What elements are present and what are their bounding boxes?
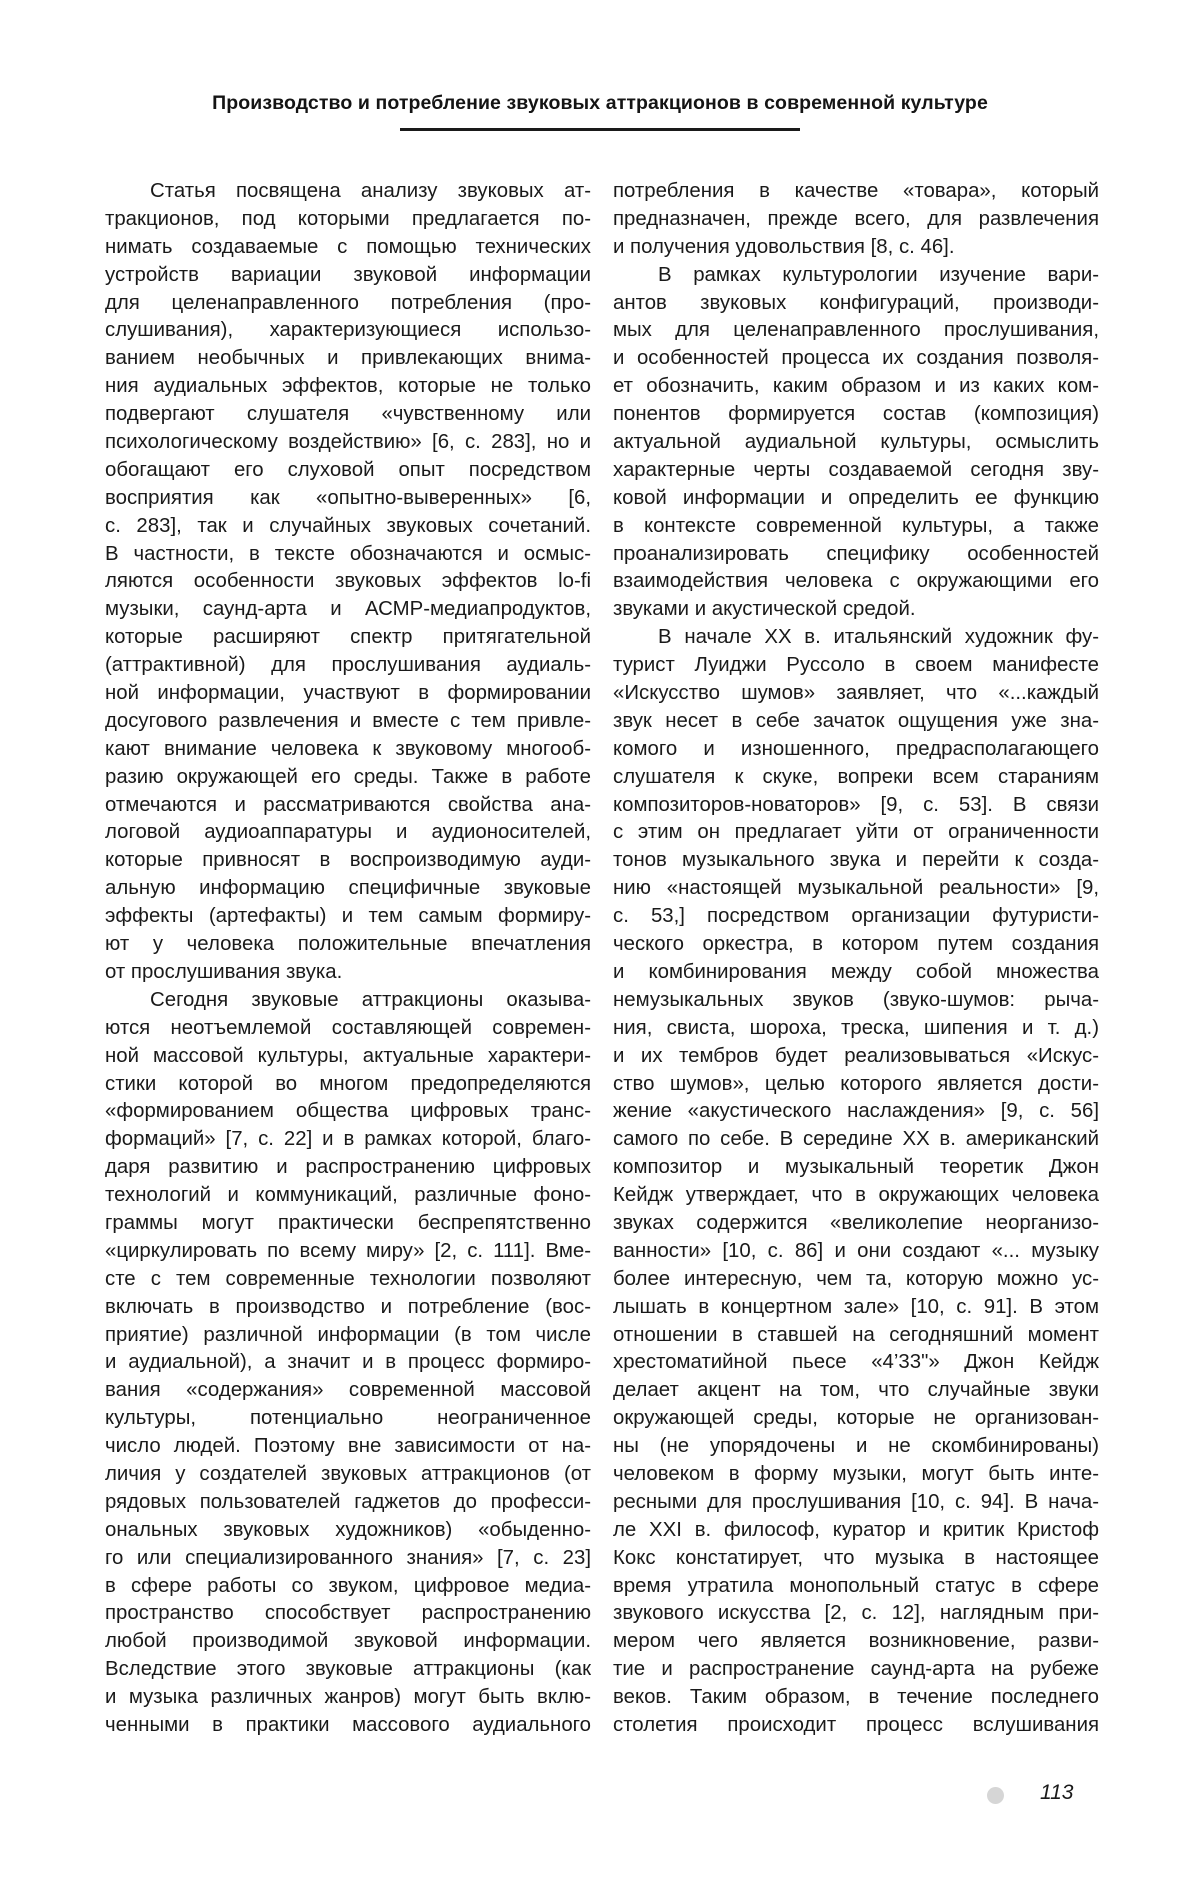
text-line: Статья посвящена анализу звуковых ат- xyxy=(150,180,591,202)
text-line: окружающей среды, которые не организован- xyxy=(613,1407,1099,1430)
text-line: делает акцент на том, что случайные звуки xyxy=(613,1379,1099,1402)
text-line: ны (не упорядочены и не скомбинированы) xyxy=(613,1435,1099,1458)
text-line: ния аудиальных эффектов, которые не только xyxy=(105,375,591,398)
text-line: В рамках культурологии изучение вари- xyxy=(658,263,1099,286)
text-line: мых для целенаправленного прослушивания, xyxy=(613,319,1099,342)
text-line: комого и изношенного, предрасполагающего xyxy=(613,737,1099,760)
text-line: подвергают слушателя «чувственному или xyxy=(105,403,591,426)
text-line: антов звуковых конфигураций, производи- xyxy=(613,291,1099,314)
text-line: отношении в ставшей на сегодняшний момент xyxy=(613,1323,1099,1346)
text-line: «Искусство шумов» заявляет, что «...каждый xyxy=(613,682,1099,705)
text-line: ональных звуковых художников) «обыденно- xyxy=(105,1518,591,1541)
text-line: и музыка различных жанров) могут быть вклю- xyxy=(105,1686,591,1709)
right-text-column xyxy=(613,178,1099,1740)
text-line: го или специализированного знания» [7, с. 23] xyxy=(105,1546,591,1569)
text-line: которые привносят в воспроизводимую ауди- xyxy=(105,849,591,872)
text-line: число людей. Поэтому вне зависимости от на- xyxy=(105,1435,591,1458)
text-line: композиторов-новаторов» [9, с. 53]. В связи xyxy=(613,793,1099,816)
text-line: потребления в качестве «товара», который xyxy=(613,180,1099,202)
text-line: нию «настоящей музыкальной реальности» [9, xyxy=(613,877,1099,900)
text-line: В частности, в тексте обозначаются и осмыс- xyxy=(105,542,591,565)
text-line: формаций» [7, с. 22] и в рамках которой, благо- xyxy=(105,1128,591,1151)
text-line: включать в производство и потребление (вос- xyxy=(105,1295,591,1318)
text-line: ле XXI в. философ, куратор и критик Кристоф xyxy=(613,1518,1099,1541)
text-line: взаимодействия человека с окружающими его xyxy=(613,570,1099,593)
text-line: граммы могут практически беспрепятственно xyxy=(105,1211,591,1234)
text-line: (аттрактивной) для прослушивания аудиаль- xyxy=(105,654,591,677)
text-line: ются неотъемлемой составляющей современ- xyxy=(105,1016,591,1039)
text-line: ресными для прослушивания [10, с. 94]. В нача- xyxy=(613,1490,1099,1513)
text-line: альную информацию специфичные звуковые xyxy=(105,877,591,900)
text-line: нимать создаваемые с помощью технических xyxy=(105,235,591,258)
text-line: «формированием общества цифровых транс- xyxy=(105,1100,591,1123)
text-line: мером чего является возникновение, разви- xyxy=(613,1630,1099,1653)
text-line: и получения удовольствия [8, с. 46]. xyxy=(613,235,955,258)
text-line: приятие) различной информации (в том числе xyxy=(105,1323,591,1346)
text-line: звуках содержится «великолепие неорганизо- xyxy=(613,1211,1099,1234)
text-line: рядовых пользователей гаджетов до професси- xyxy=(105,1490,591,1513)
text-line: стики которой во многом предопределяются xyxy=(105,1072,591,1095)
left-text-column xyxy=(105,178,591,1740)
text-line: Кокс констатирует, что музыка в настоящее xyxy=(613,1546,1099,1569)
text-line: любой производимой звуковой информации. xyxy=(105,1630,591,1653)
text-line: пространство способствует распространению xyxy=(105,1602,591,1625)
text-line: звук несет в себе зачаток ощущения уже зна- xyxy=(613,709,1099,732)
page-number: 113 xyxy=(1040,1781,1074,1804)
text-line: актуальной аудиальной культуры, осмыслить xyxy=(613,431,1099,454)
text-line: ство шумов», целью которого является дости- xyxy=(613,1072,1099,1095)
text-line: и особенностей процесса их создания позволя- xyxy=(613,347,1099,370)
text-line: эффекты (артефакты) и тем самым формиру- xyxy=(105,905,591,928)
text-line: Кейдж утверждает, что в окружающих человека xyxy=(613,1184,1099,1207)
text-line: и аудиальной), а значит и в процесс формиро- xyxy=(105,1351,591,1374)
text-line: отмечаются и рассматриваются свойства ана- xyxy=(105,793,591,816)
text-line: слушивания), характеризующиеся использо- xyxy=(105,319,591,342)
text-line: человеком в форму музыки, могут быть инте- xyxy=(613,1462,1099,1485)
text-line: турист Луиджи Руссоло в своем манифесте xyxy=(613,654,1099,677)
text-line: вания «содержания» современной массовой xyxy=(105,1379,591,1402)
text-line: ляются особенности звуковых эффектов lo-fi xyxy=(105,570,591,593)
text-line: проанализировать специфику особенностей xyxy=(613,542,1099,565)
text-line: ковой информации и определить ее функцию xyxy=(613,486,1099,509)
text-line: сте с тем современные технологии позволяют xyxy=(105,1267,591,1290)
text-line: логовой аудиоаппаратуры и аудионосителей, xyxy=(105,821,591,844)
text-line: даря развитию и распространению цифровых xyxy=(105,1156,591,1179)
text-line: ной массовой культуры, актуальные характери- xyxy=(105,1044,591,1067)
text-line: понентов формируется состав (композиция) xyxy=(613,403,1099,426)
header-divider xyxy=(400,128,800,131)
text-line: тонов музыкального звука и перейти к созда- xyxy=(613,849,1099,872)
text-line: композитор и музыкальный теоретик Джон xyxy=(613,1156,1099,1179)
text-line: ческого оркестра, в котором путем создания xyxy=(613,933,1099,956)
page-marker-dot xyxy=(987,1787,1004,1804)
text-line: Вследствие этого звуковые аттракционы (как xyxy=(105,1658,591,1681)
text-line: ной информации, участвуют в формировании xyxy=(105,682,591,705)
text-line: время утратила монопольный статус в сфере xyxy=(613,1574,1099,1597)
text-line: технологий и коммуникаций, различные фоно- xyxy=(105,1184,591,1207)
text-line: ют у человека положительные впечатления xyxy=(105,933,591,956)
text-line: восприятия как «опытно-выверенных» [6, xyxy=(105,486,591,509)
text-line: столетия происходит процесс вслушивания xyxy=(613,1713,1099,1736)
text-line: и их тембров будет реализовываться «Искус- xyxy=(613,1044,1099,1067)
text-line: ния, свиста, шороха, треска, шипения и т. д.) xyxy=(613,1016,1099,1039)
text-line: хрестоматийной пьесе «4’33"» Джон Кейдж xyxy=(613,1351,1099,1374)
text-line: устройств вариации звуковой информации xyxy=(105,263,591,286)
text-line: для целенаправленного потребления (про- xyxy=(105,291,591,314)
text-line: в сфере работы со звуком, цифровое медиа- xyxy=(105,1574,591,1597)
text-line: слушателя к скуке, вопреки всем стараниям xyxy=(613,765,1099,788)
text-line: которые расширяют спектр притягательной xyxy=(105,626,591,649)
text-line: ванности» [10, с. 86] и они создают «... музыку xyxy=(613,1239,1099,1262)
text-line: В начале XX в. итальянский художник фу- xyxy=(658,626,1099,649)
text-line: и комбинирования между собой множества xyxy=(613,960,1099,983)
text-line: более интересную, чем та, которую можно ус- xyxy=(613,1267,1099,1290)
text-line: ет обозначить, каким образом и из каких ком- xyxy=(613,375,1099,398)
text-line: культуры, потенциально неограниченное xyxy=(105,1407,591,1430)
text-line: предназначен, прежде всего, для развлечения xyxy=(613,207,1099,230)
text-line: психологическому воздействию» [6, с. 283], но и xyxy=(105,431,591,454)
text-line: немузыкальных звуков (звуко-шумов: рыча- xyxy=(613,988,1099,1011)
text-line: ченными в практики массового аудиального xyxy=(105,1713,591,1736)
text-line: от прослушивания звука. xyxy=(105,960,343,983)
running-title: Производство и потребление звуковых аттракционов в современной культуре xyxy=(212,92,988,114)
text-line: разию окружающей его среды. Также в работе xyxy=(105,765,591,788)
text-line: музыки, саунд-арта и АСМР-медиапродуктов, xyxy=(105,598,591,621)
text-line: характерные черты создаваемой сегодня зву- xyxy=(613,458,1099,481)
text-line: обогащают его слуховой опыт посредством xyxy=(105,458,591,481)
text-line: звуками и акустической средой. xyxy=(613,598,916,621)
text-line: с. 283], так и случайных звуковых сочетаний. xyxy=(105,514,591,537)
text-line: Сегодня звуковые аттракционы оказыва- xyxy=(150,988,591,1011)
text-line: досугового развлечения и вместе с тем привле- xyxy=(105,709,591,732)
text-line: самого по себе. В середине XX в. американский xyxy=(613,1128,1099,1151)
text-line: «циркулировать по всему миру» [2, с. 111]. Вме- xyxy=(105,1239,591,1262)
text-line: тие и распространение саунд-арта на рубеже xyxy=(613,1658,1099,1681)
text-line: жение «акустического наслаждения» [9, с. 56] xyxy=(613,1100,1099,1123)
text-line: тракционов, под которыми предлагается по- xyxy=(105,207,591,230)
text-line: с. 53,] посредством организации футуристи- xyxy=(613,905,1099,928)
text-line: звукового искусства [2, с. 12], наглядным при- xyxy=(613,1602,1099,1625)
text-line: ванием необычных и привлекающих внима- xyxy=(105,347,591,370)
text-line: веков. Таким образом, в течение последнего xyxy=(613,1686,1099,1709)
text-line: лышать в концертном зале» [10, с. 91]. В этом xyxy=(613,1295,1099,1318)
text-line: в контексте современной культуры, а также xyxy=(613,514,1099,537)
text-line: кают внимание человека к звуковому многооб- xyxy=(105,737,591,760)
text-line: с этим он предлагает уйти от ограниченности xyxy=(613,821,1099,844)
text-line: личия у создателей звуковых аттракционов (от xyxy=(105,1462,591,1485)
